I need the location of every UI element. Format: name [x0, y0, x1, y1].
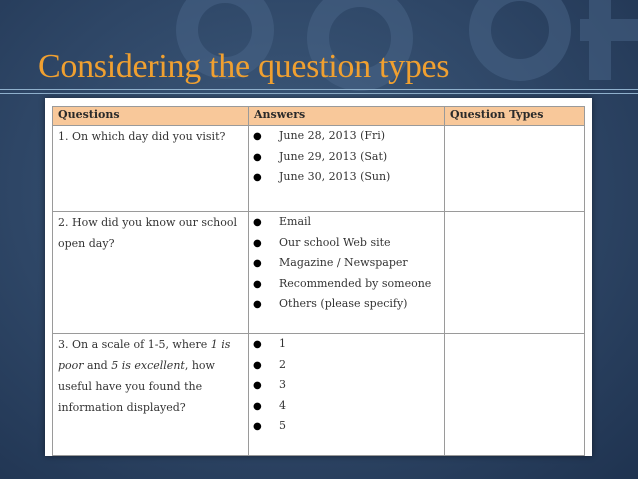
- bullet-icon: ●: [253, 278, 262, 290]
- table-header-row: [53, 107, 585, 126]
- table-row: [53, 334, 585, 456]
- bullet-icon: ●: [253, 299, 262, 310]
- answer-option: ● 2: [253, 355, 439, 376]
- table-panel: [45, 98, 592, 456]
- bullet-icon: ●: [253, 131, 262, 142]
- bullet-icon: ●: [253, 151, 262, 163]
- answers-cell: [249, 334, 445, 456]
- title-divider-line: [0, 89, 638, 90]
- answer-option: ● 4: [253, 396, 439, 417]
- answer-option: ● 3: [253, 375, 439, 396]
- answers-cell: [249, 212, 445, 334]
- answers-cell: [249, 126, 445, 212]
- answer-option: ● 5: [253, 416, 439, 437]
- bullet-icon: ●: [253, 339, 262, 350]
- answer-option: ● Others (please specify): [253, 294, 439, 315]
- table-row: [53, 212, 585, 334]
- slide-title: Considering the question types: [38, 48, 450, 85]
- answer-option: ● Magazine / Newspaper: [253, 253, 439, 274]
- answer-option: ● June 28, 2013 (Fri): [253, 126, 439, 147]
- question-cell: 1. On which day did you visit?: [53, 126, 249, 212]
- header-answers: Answers: [249, 107, 445, 126]
- question-types-table: [52, 106, 585, 456]
- bullet-icon: ●: [253, 217, 262, 228]
- question-type-cell: [445, 334, 585, 456]
- answer-option: ● 1: [253, 334, 439, 355]
- question-type-cell: [445, 212, 585, 334]
- answer-option: ● Email: [253, 212, 439, 233]
- bullet-icon: ●: [253, 258, 262, 269]
- question-cell: 2. How did you know our school open day?: [53, 212, 249, 334]
- answer-option: ● June 30, 2013 (Sun): [253, 167, 439, 188]
- bullet-icon: ●: [253, 359, 262, 371]
- answer-option: ● Our school Web site: [253, 233, 439, 254]
- header-questions: Questions: [53, 107, 249, 126]
- header-question-types: Question Types: [445, 107, 585, 126]
- answer-option: ● June 29, 2013 (Sat): [253, 147, 439, 168]
- bullet-icon: ●: [253, 400, 262, 412]
- question-type-cell: [445, 126, 585, 212]
- question-cell: 3. On a scale of 1-5, where 1 is poor and 5 is excellent, how useful have you found the information displayed?: [53, 334, 249, 456]
- answer-option: ● Recommended by someone: [253, 274, 439, 295]
- bullet-icon: ●: [253, 172, 262, 183]
- bullet-icon: ●: [253, 421, 262, 432]
- bullet-icon: ●: [253, 380, 262, 391]
- title-divider-line: [0, 93, 638, 94]
- bullet-icon: ●: [253, 237, 262, 249]
- table-row: [53, 126, 585, 212]
